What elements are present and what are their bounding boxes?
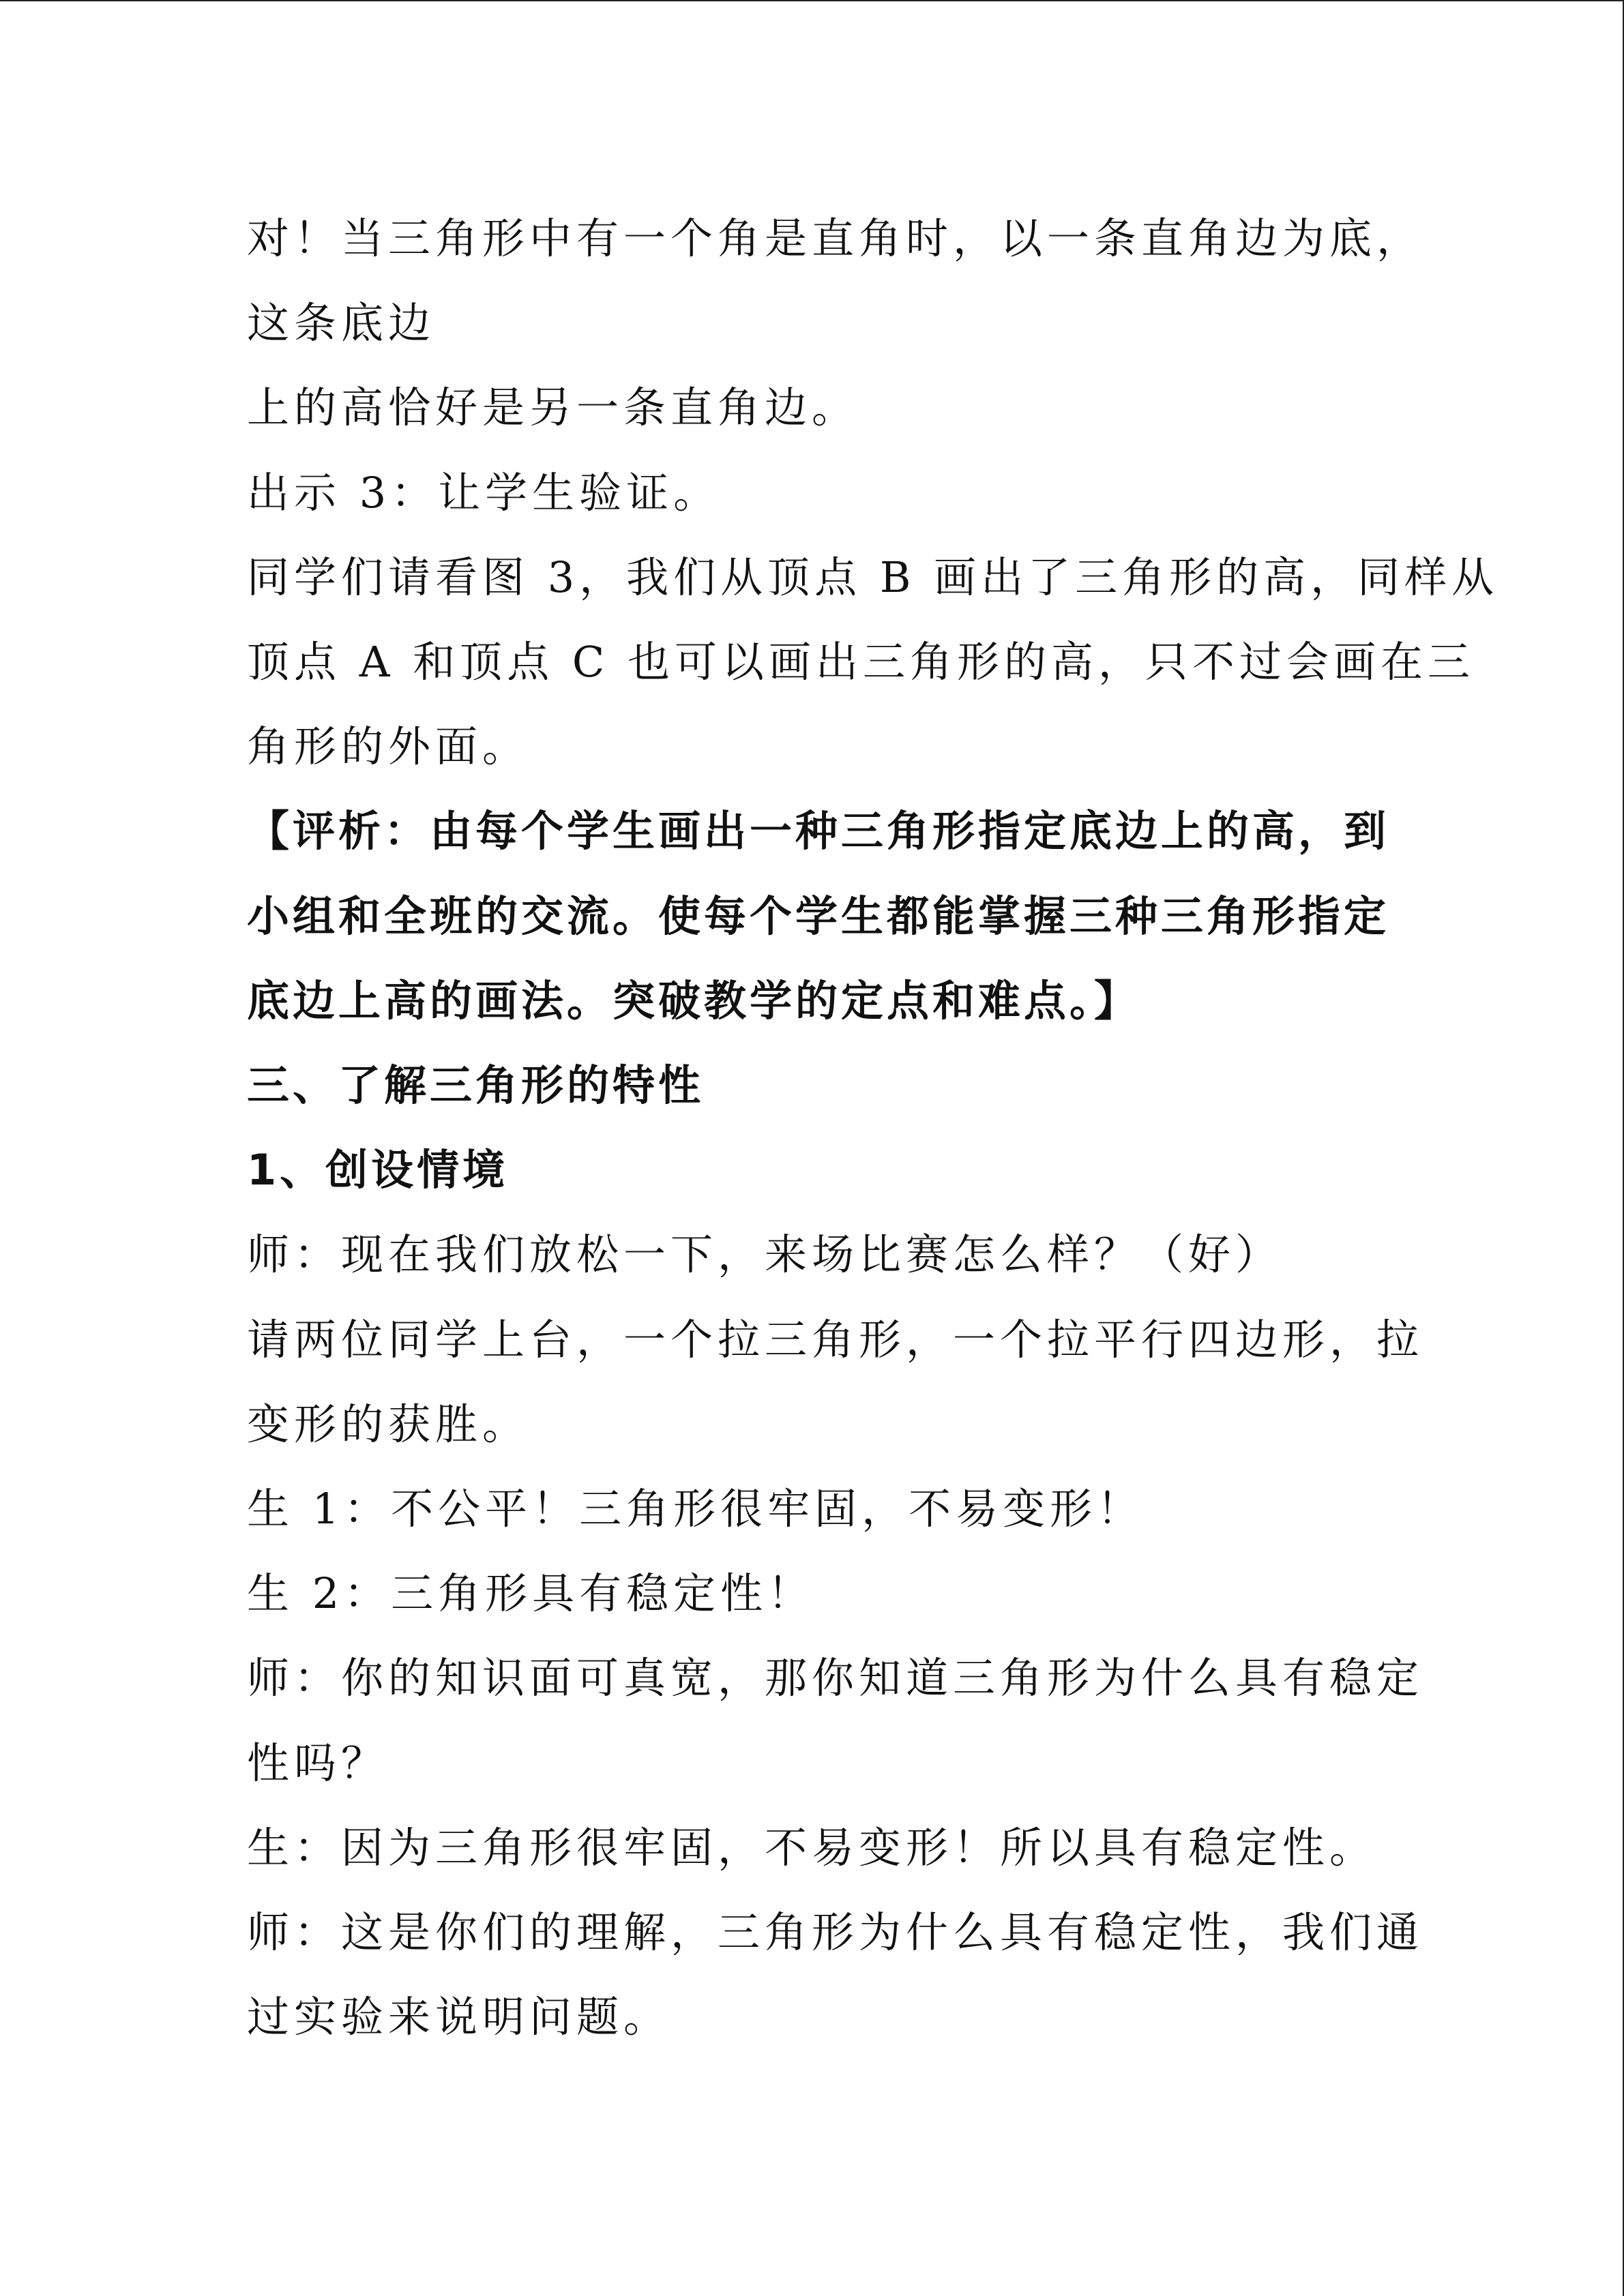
commentary-line: 小组和全班的交流。使每个学生都能掌握三种三角形指定 <box>247 891 1390 941</box>
subsection-heading: 1、创设情境 <box>247 1145 509 1195</box>
commentary-line: 【评析：由每个学生画出一种三角形指定底边上的高，到 <box>247 806 1390 856</box>
text-line: 对！当三角形中有一个角是直角时，以一条直角边为底， <box>247 213 1424 263</box>
text-line: 角形的外面。 <box>247 721 530 771</box>
text-line: 生 2：三角形具有稳定性！ <box>247 1568 815 1618</box>
section-heading: 三、了解三角形的特性 <box>247 1060 705 1110</box>
text-line: 变形的获胜。 <box>247 1399 530 1449</box>
text-line: 生 1：不公平！三角形很牢固，不易变形！ <box>247 1484 1145 1534</box>
text-line: 顶点 A 和顶点 C 也可以画出三角形的高，只不过会画在三 <box>247 637 1475 687</box>
text-line: 请两位同学上台，一个拉三角形，一个拉平行四边形，拉 <box>247 1315 1424 1365</box>
text-line: 师：这是你们的理解，三角形为什么具有稳定性，我们通 <box>247 1907 1424 1957</box>
text-line: 生：因为三角形很牢固，不易变形！所以具有稳定性。 <box>247 1823 1377 1873</box>
text-line: 师：你的知识面可真宽，那你知道三角形为什么具有稳定 <box>247 1653 1424 1703</box>
text-line: 过实验来说明问题。 <box>247 1992 671 2042</box>
text-line: 同学们请看图 3，我们从顶点 B 画出了三角形的高，同样从 <box>247 552 1499 602</box>
text-line: 上的高恰好是另一条直角边。 <box>247 383 859 432</box>
text-line: 师：现在我们放松一下，来场比赛怎么样？（好） <box>247 1229 1283 1279</box>
text-line: 出示 3：让学生验证。 <box>247 468 721 518</box>
text-line: 这条底边 <box>247 298 436 348</box>
text-line: 性吗？ <box>247 1738 389 1788</box>
commentary-line: 底边上高的画法。突破教学的定点和难点。】 <box>247 976 1140 1026</box>
